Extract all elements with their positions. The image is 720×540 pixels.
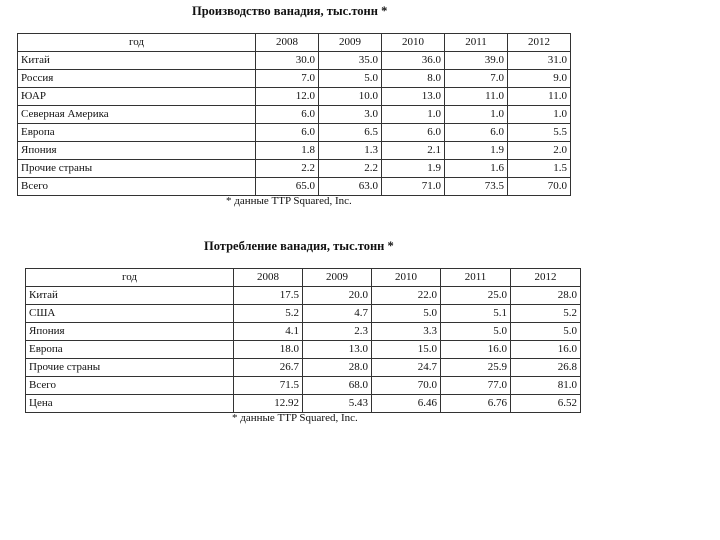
- consumption-source-note: * данные TTP Squared, Inc.: [232, 412, 358, 424]
- table-cell: 26.8: [511, 359, 581, 377]
- table-cell: 6.5: [319, 124, 382, 142]
- table-cell: 1.9: [382, 160, 445, 178]
- table-cell: 28.0: [511, 287, 581, 305]
- table-cell: 5.0: [372, 305, 441, 323]
- production-table: [17, 33, 571, 196]
- table-cell: 63.0: [319, 178, 382, 196]
- table-cell: 5.0: [319, 70, 382, 88]
- year-header-2010: 2010: [372, 269, 441, 287]
- table-cell: 10.0: [319, 88, 382, 106]
- year-header-label: год: [26, 269, 234, 287]
- table-cell: 1.5: [508, 160, 571, 178]
- table-row: [18, 160, 571, 178]
- table-cell: 7.0: [256, 70, 319, 88]
- table-row: [26, 341, 581, 359]
- table-row: [26, 287, 581, 305]
- table-cell: 5.0: [441, 323, 511, 341]
- table-cell: 24.7: [372, 359, 441, 377]
- table-cell: 5.2: [511, 305, 581, 323]
- table-cell: 36.0: [382, 52, 445, 70]
- year-header-2008: 2008: [234, 269, 303, 287]
- table-cell: 18.0: [234, 341, 303, 359]
- year-header-2011: 2011: [445, 34, 508, 52]
- table-cell: 6.52: [511, 395, 581, 413]
- table-cell: 6.46: [372, 395, 441, 413]
- row-label: Европа: [26, 341, 234, 359]
- table-cell: 1.6: [445, 160, 508, 178]
- table-cell: 1.0: [508, 106, 571, 124]
- table-cell: 39.0: [445, 52, 508, 70]
- table-cell: 3.0: [319, 106, 382, 124]
- table-cell: 68.0: [303, 377, 372, 395]
- row-label: Всего: [26, 377, 234, 395]
- table-cell: 6.76: [441, 395, 511, 413]
- table-cell: 73.5: [445, 178, 508, 196]
- table-cell: 5.5: [508, 124, 571, 142]
- table-cell: 35.0: [319, 52, 382, 70]
- row-label: Цена: [26, 395, 234, 413]
- table-cell: 1.8: [256, 142, 319, 160]
- table-row: [18, 142, 571, 160]
- year-header-2012: 2012: [511, 269, 581, 287]
- production-header-row: [18, 34, 571, 52]
- table-cell: 6.0: [256, 106, 319, 124]
- table-cell: 5.0: [511, 323, 581, 341]
- production-source-note: * данные TTP Squared, Inc.: [226, 195, 352, 207]
- year-header-2008: 2008: [256, 34, 319, 52]
- table-cell: 71.0: [382, 178, 445, 196]
- table-row: [18, 52, 571, 70]
- table-cell: 20.0: [303, 287, 372, 305]
- table-row: [26, 323, 581, 341]
- table-cell: 25.0: [441, 287, 511, 305]
- table-cell: 16.0: [511, 341, 581, 359]
- row-label: Китай: [18, 52, 256, 70]
- table-row: [26, 359, 581, 377]
- table-cell: 12.0: [256, 88, 319, 106]
- year-header-2012: 2012: [508, 34, 571, 52]
- row-label: Япония: [26, 323, 234, 341]
- table-cell: 4.7: [303, 305, 372, 323]
- table-cell: 1.0: [445, 106, 508, 124]
- row-label: Прочие страны: [18, 160, 256, 178]
- table-cell: 2.1: [382, 142, 445, 160]
- year-header-2011: 2011: [441, 269, 511, 287]
- table-cell: 81.0: [511, 377, 581, 395]
- table-cell: 12.92: [234, 395, 303, 413]
- production-title: Производство ванадия, тыс.тонн *: [192, 4, 388, 18]
- row-label: США: [26, 305, 234, 323]
- table-row: [26, 395, 581, 413]
- table-row: [26, 377, 581, 395]
- row-label: Россия: [18, 70, 256, 88]
- year-header-2009: 2009: [319, 34, 382, 52]
- table-row: [18, 178, 571, 196]
- table-cell: 13.0: [382, 88, 445, 106]
- year-header-2009: 2009: [303, 269, 372, 287]
- table-cell: 70.0: [508, 178, 571, 196]
- row-label: Китай: [26, 287, 234, 305]
- consumption-header-row: [26, 269, 581, 287]
- table-cell: 30.0: [256, 52, 319, 70]
- table-cell: 11.0: [445, 88, 508, 106]
- table-row: [18, 106, 571, 124]
- table-cell: 2.2: [319, 160, 382, 178]
- table-cell: 9.0: [508, 70, 571, 88]
- table-cell: 65.0: [256, 178, 319, 196]
- table-cell: 5.1: [441, 305, 511, 323]
- table-cell: 1.0: [382, 106, 445, 124]
- table-cell: 15.0: [372, 341, 441, 359]
- table-cell: 6.0: [256, 124, 319, 142]
- table-cell: 13.0: [303, 341, 372, 359]
- table-cell: 6.0: [445, 124, 508, 142]
- row-label: Северная Америка: [18, 106, 256, 124]
- table-cell: 3.3: [372, 323, 441, 341]
- table-cell: 7.0: [445, 70, 508, 88]
- table-cell: 77.0: [441, 377, 511, 395]
- table-cell: 1.3: [319, 142, 382, 160]
- row-label: Прочие страны: [26, 359, 234, 377]
- table-row: [18, 70, 571, 88]
- table-cell: 16.0: [441, 341, 511, 359]
- table-cell: 4.1: [234, 323, 303, 341]
- table-cell: 26.7: [234, 359, 303, 377]
- table-cell: 2.0: [508, 142, 571, 160]
- table-cell: 8.0: [382, 70, 445, 88]
- table-cell: 11.0: [508, 88, 571, 106]
- table-cell: 6.0: [382, 124, 445, 142]
- table-cell: 70.0: [372, 377, 441, 395]
- row-label: ЮАР: [18, 88, 256, 106]
- table-cell: 5.43: [303, 395, 372, 413]
- table-cell: 31.0: [508, 52, 571, 70]
- row-label: Япония: [18, 142, 256, 160]
- table-cell: 22.0: [372, 287, 441, 305]
- year-header-label: год: [18, 34, 256, 52]
- table-cell: 1.9: [445, 142, 508, 160]
- table-cell: 71.5: [234, 377, 303, 395]
- table-row: [18, 124, 571, 142]
- row-label: Европа: [18, 124, 256, 142]
- consumption-table: [25, 268, 581, 413]
- table-cell: 17.5: [234, 287, 303, 305]
- row-label: Всего: [18, 178, 256, 196]
- table-row: [26, 305, 581, 323]
- year-header-2010: 2010: [382, 34, 445, 52]
- consumption-title: Потребление ванадия, тыс.тонн *: [204, 239, 394, 253]
- table-cell: 2.3: [303, 323, 372, 341]
- table-cell: 25.9: [441, 359, 511, 377]
- table-cell: 28.0: [303, 359, 372, 377]
- table-row: [18, 88, 571, 106]
- table-cell: 2.2: [256, 160, 319, 178]
- table-cell: 5.2: [234, 305, 303, 323]
